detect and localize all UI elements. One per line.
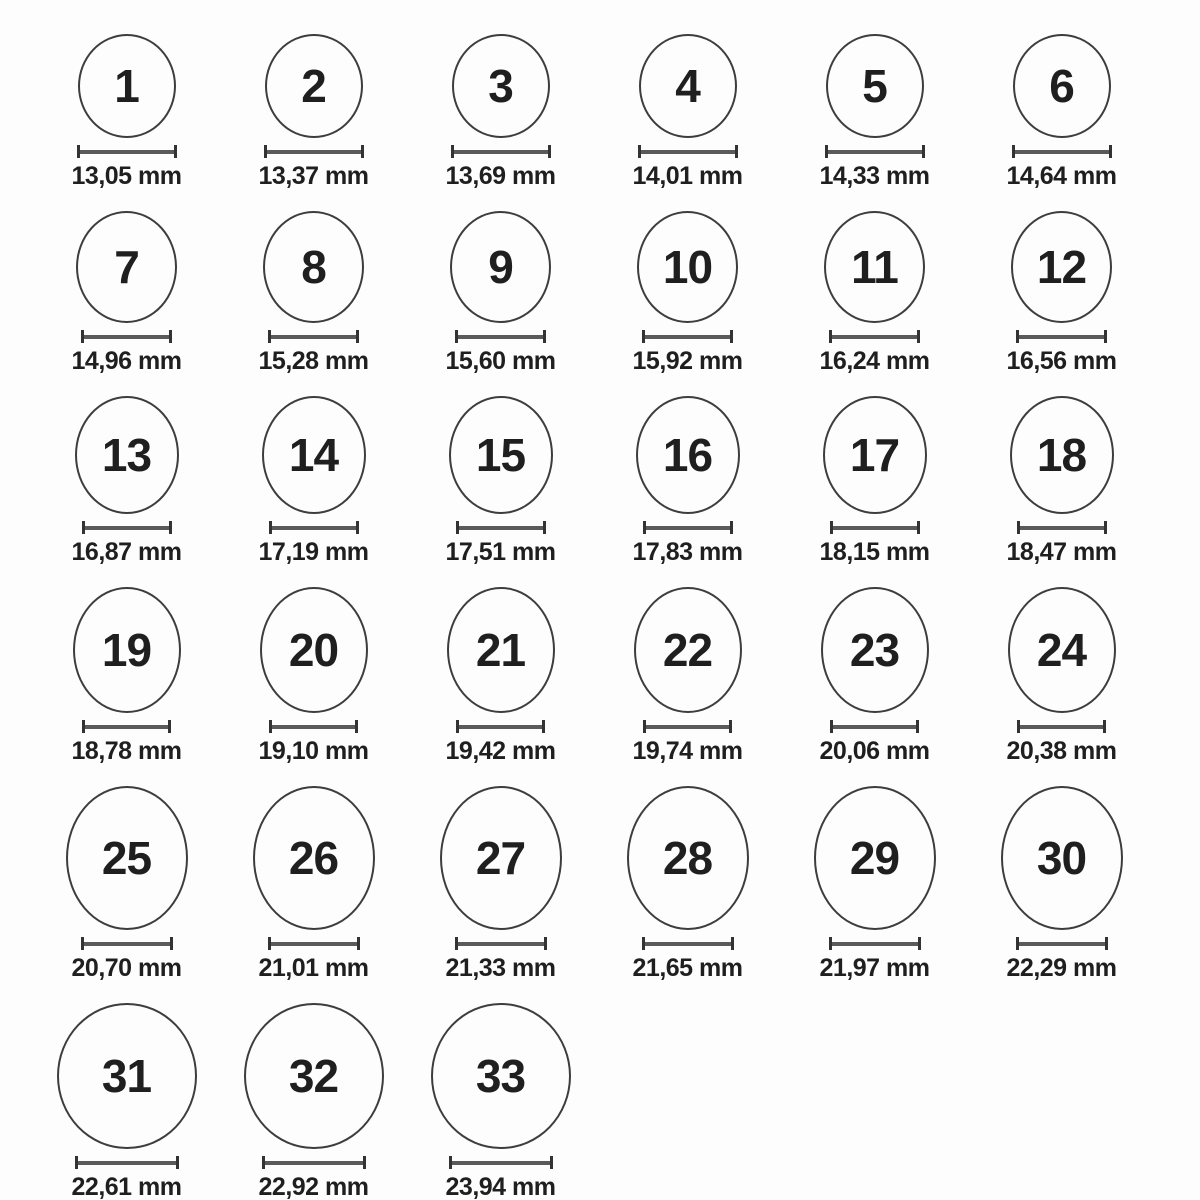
ring-size-circle — [73, 587, 181, 713]
diameter-measure-line — [642, 937, 734, 950]
ring-size-circle — [634, 587, 742, 713]
ring-size-number: 17 — [849, 429, 900, 481]
diameter-measure-line — [262, 1156, 366, 1169]
diameter-measure-line — [456, 720, 545, 733]
ring-size-row — [33, 786, 1200, 983]
ring-size-item — [968, 396, 1155, 567]
diameter-measure-line — [82, 720, 171, 733]
ring-size-number: 9 — [488, 241, 513, 293]
ring-size-number: 22 — [662, 624, 713, 676]
ring-size-circle — [76, 211, 177, 323]
ring-size-row — [33, 211, 1200, 376]
diameter-measure-line — [830, 521, 920, 534]
ring-size-circle — [447, 587, 555, 713]
ring-size-item — [220, 211, 407, 376]
ring-size-number: 6 — [1049, 60, 1074, 112]
ring-size-number: 26 — [288, 832, 339, 884]
diameter-measure-line — [829, 330, 920, 343]
ring-size-number: 10 — [662, 241, 713, 293]
ring-size-circle — [450, 211, 551, 323]
ring-size-circle — [244, 1003, 384, 1149]
diameter-label: 17,83 mm — [632, 538, 743, 566]
ring-size-circle — [1013, 34, 1111, 138]
diameter-label: 22,29 mm — [1006, 954, 1117, 982]
ring-size-circle — [78, 34, 176, 138]
ring-size-number: 28 — [662, 832, 713, 884]
ring-size-item — [33, 786, 220, 983]
diameter-measure-line — [643, 521, 733, 534]
ring-size-circle — [826, 34, 924, 138]
diameter-label: 17,19 mm — [258, 538, 369, 566]
ring-size-number: 7 — [114, 241, 139, 293]
diameter-label: 14,64 mm — [1006, 162, 1117, 190]
ring-size-number: 15 — [475, 429, 526, 481]
ring-size-item — [781, 786, 968, 983]
ring-size-circle — [637, 211, 738, 323]
ring-size-item — [594, 34, 781, 191]
ring-size-number: 2 — [301, 60, 326, 112]
diameter-measure-line — [81, 937, 173, 950]
diameter-measure-line — [77, 145, 177, 158]
ring-size-item — [968, 587, 1155, 766]
diameter-measure-line — [638, 145, 738, 158]
diameter-label: 19,42 mm — [445, 737, 556, 765]
ring-size-number: 1 — [114, 60, 139, 112]
diameter-label: 14,33 mm — [819, 162, 930, 190]
diameter-measure-line — [268, 330, 359, 343]
ring-size-number: 24 — [1036, 624, 1087, 676]
diameter-label: 20,06 mm — [819, 737, 930, 765]
diameter-label: 19,74 mm — [632, 737, 743, 765]
ring-size-circle — [821, 587, 929, 713]
ring-size-row — [33, 1003, 1200, 1200]
diameter-measure-line — [455, 330, 546, 343]
ring-size-item — [407, 587, 594, 766]
ring-size-circle — [253, 786, 375, 930]
ring-size-number: 3 — [488, 60, 513, 112]
diameter-label: 16,24 mm — [819, 347, 930, 375]
diameter-measure-line — [1017, 720, 1106, 733]
ring-size-circle — [260, 587, 368, 713]
ring-size-row — [33, 34, 1200, 191]
diameter-label: 18,15 mm — [819, 538, 930, 566]
ring-size-item — [781, 211, 968, 376]
diameter-label: 22,61 mm — [71, 1173, 182, 1200]
ring-size-item — [781, 34, 968, 191]
ring-size-item — [968, 34, 1155, 191]
diameter-measure-line — [81, 330, 172, 343]
ring-size-item — [407, 396, 594, 567]
diameter-measure-line — [1016, 330, 1107, 343]
ring-size-number: 32 — [288, 1050, 339, 1102]
ring-size-number: 8 — [301, 241, 326, 293]
diameter-measure-line — [268, 937, 360, 950]
ring-size-item — [407, 211, 594, 376]
ring-size-item — [594, 396, 781, 567]
ring-size-number: 21 — [475, 624, 526, 676]
ring-size-item — [407, 34, 594, 191]
ring-size-item — [594, 786, 781, 983]
ring-size-circle — [814, 786, 936, 930]
ring-size-item — [33, 1003, 220, 1200]
diameter-measure-line — [825, 145, 925, 158]
ring-size-item — [407, 1003, 594, 1200]
diameter-measure-line — [75, 1156, 179, 1169]
diameter-measure-line — [830, 720, 919, 733]
diameter-label: 21,65 mm — [632, 954, 743, 982]
ring-size-circle — [639, 34, 737, 138]
diameter-label: 23,94 mm — [445, 1173, 556, 1200]
ring-size-circle — [66, 786, 188, 930]
ring-size-row — [33, 396, 1200, 567]
ring-size-circle — [1008, 587, 1116, 713]
ring-size-circle — [57, 1003, 197, 1149]
ring-size-number: 16 — [662, 429, 713, 481]
diameter-label: 21,01 mm — [258, 954, 369, 982]
diameter-label: 20,70 mm — [71, 954, 182, 982]
diameter-measure-line — [455, 937, 547, 950]
ring-size-circle — [1010, 396, 1114, 514]
ring-size-item — [220, 34, 407, 191]
diameter-label: 18,47 mm — [1006, 538, 1117, 566]
ring-size-circle — [449, 396, 553, 514]
diameter-measure-line — [456, 521, 546, 534]
ring-size-circle — [823, 396, 927, 514]
diameter-label: 13,05 mm — [71, 162, 182, 190]
ring-size-number: 25 — [101, 832, 152, 884]
ring-size-circle — [824, 211, 925, 323]
diameter-label: 19,10 mm — [258, 737, 369, 765]
ring-size-circle — [265, 34, 363, 138]
ring-size-number: 4 — [675, 60, 700, 112]
ring-size-circle — [636, 396, 740, 514]
diameter-label: 16,87 mm — [71, 538, 182, 566]
diameter-label: 20,38 mm — [1006, 737, 1117, 765]
ring-size-circle — [262, 396, 366, 514]
diameter-label: 13,37 mm — [258, 162, 369, 190]
diameter-measure-line — [269, 720, 358, 733]
ring-size-item — [33, 34, 220, 191]
ring-size-circle — [263, 211, 364, 323]
ring-size-number: 20 — [288, 624, 339, 676]
ring-size-number: 29 — [849, 832, 900, 884]
diameter-measure-line — [451, 145, 551, 158]
ring-size-item — [968, 211, 1155, 376]
ring-size-item — [33, 587, 220, 766]
ring-size-item — [407, 786, 594, 983]
diameter-label: 18,78 mm — [71, 737, 182, 765]
ring-size-item — [220, 786, 407, 983]
ring-size-item — [594, 211, 781, 376]
ring-size-circle — [1011, 211, 1112, 323]
ring-size-circle — [1001, 786, 1123, 930]
diameter-label: 14,96 mm — [71, 347, 182, 375]
ring-size-item — [781, 396, 968, 567]
ring-size-circle — [75, 396, 179, 514]
ring-size-item — [220, 1003, 407, 1200]
diameter-label: 17,51 mm — [445, 538, 556, 566]
ring-size-circle — [440, 786, 562, 930]
diameter-measure-line — [269, 521, 359, 534]
ring-size-number: 23 — [849, 624, 900, 676]
diameter-label: 21,97 mm — [819, 954, 930, 982]
diameter-label: 15,28 mm — [258, 347, 369, 375]
diameter-measure-line — [1012, 145, 1112, 158]
diameter-measure-line — [264, 145, 364, 158]
diameter-label: 13,69 mm — [445, 162, 556, 190]
diameter-label: 15,92 mm — [632, 347, 743, 375]
ring-size-item — [220, 587, 407, 766]
diameter-measure-line — [1016, 937, 1108, 950]
ring-size-number: 5 — [862, 60, 887, 112]
ring-size-number: 11 — [851, 241, 898, 293]
ring-size-number: 14 — [288, 429, 339, 481]
ring-size-item — [33, 396, 220, 567]
ring-size-number: 18 — [1036, 429, 1087, 481]
diameter-label: 15,60 mm — [445, 347, 556, 375]
ring-size-number: 30 — [1036, 832, 1087, 884]
ring-size-number: 31 — [101, 1050, 152, 1102]
ring-size-item — [781, 587, 968, 766]
ring-size-number: 12 — [1036, 241, 1087, 293]
ring-size-item — [33, 211, 220, 376]
diameter-measure-line — [1017, 521, 1107, 534]
ring-size-number: 19 — [101, 624, 152, 676]
ring-size-item — [220, 396, 407, 567]
ring-size-item — [594, 587, 781, 766]
ring-size-circle — [452, 34, 550, 138]
diameter-label: 21,33 mm — [445, 954, 556, 982]
ring-size-number: 27 — [475, 832, 526, 884]
diameter-label: 16,56 mm — [1006, 347, 1117, 375]
ring-size-number: 33 — [475, 1050, 526, 1102]
diameter-label: 14,01 mm — [632, 162, 743, 190]
ring-size-row — [33, 587, 1200, 766]
diameter-measure-line — [82, 521, 172, 534]
diameter-measure-line — [449, 1156, 553, 1169]
ring-size-circle — [431, 1003, 571, 1149]
diameter-measure-line — [642, 330, 733, 343]
ring-size-number: 13 — [101, 429, 152, 481]
ring-size-circle — [627, 786, 749, 930]
ring-size-item — [968, 786, 1155, 983]
diameter-measure-line — [643, 720, 732, 733]
diameter-label: 22,92 mm — [258, 1173, 369, 1200]
diameter-measure-line — [829, 937, 921, 950]
